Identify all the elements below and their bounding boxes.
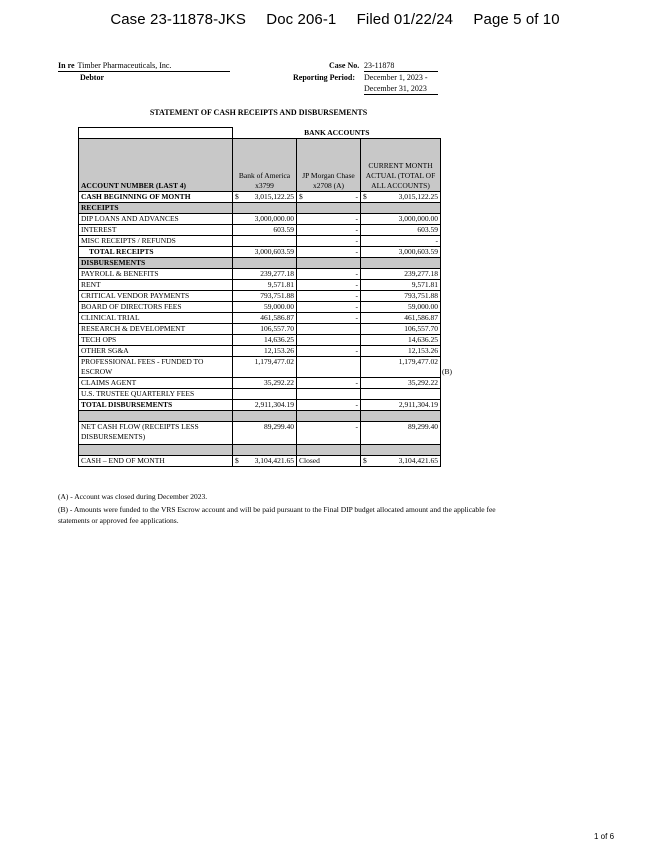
in-re-line bbox=[58, 61, 230, 72]
cell-jpm: - bbox=[297, 269, 361, 280]
row-label: PAYROLL & BENEFITS bbox=[79, 269, 233, 280]
footnotes bbox=[58, 491, 518, 528]
cell-boa: 461,586.87 bbox=[233, 313, 297, 324]
in-re-label: In re bbox=[58, 61, 75, 70]
professional-fees-note: (B) bbox=[442, 367, 452, 376]
total-receipts-row bbox=[79, 247, 441, 258]
cash-statement-table bbox=[78, 127, 441, 467]
row-label: CRITICAL VENDOR PAYMENTS bbox=[79, 291, 233, 302]
cell-boa: 1,179,477.02 bbox=[233, 357, 297, 378]
cell-total: - bbox=[361, 236, 441, 247]
cell-jpm: - bbox=[297, 313, 361, 324]
cell-total: 2,911,304.19 bbox=[361, 400, 441, 411]
case-no-label: Case No. bbox=[329, 61, 360, 70]
cell-boa: 89,299.40 bbox=[233, 422, 297, 445]
col-header-total: CURRENT MONTH ACTUAL (TOTAL OF ALL ACCOUNTS) bbox=[361, 139, 441, 192]
cell-jpm: - bbox=[297, 236, 361, 247]
currency-sign: $ bbox=[235, 456, 239, 465]
cell-boa bbox=[233, 236, 297, 247]
receipts-section-row bbox=[79, 203, 441, 214]
cell-jpm bbox=[297, 335, 361, 346]
cell-boa: 12,153.26 bbox=[233, 346, 297, 357]
case-no-value: 23-11878 bbox=[364, 61, 438, 72]
cell-boa: $ 3,015,122.25 bbox=[233, 192, 297, 203]
row-label: DIP LOANS AND ADVANCES bbox=[79, 214, 233, 225]
disbursements-section-row bbox=[79, 258, 441, 269]
disbursements-label: DISBURSEMENTS bbox=[79, 258, 233, 269]
total-disbursements-row bbox=[79, 400, 441, 411]
period-line-1: December 1, 2023 - bbox=[364, 73, 428, 82]
column-header-row bbox=[79, 139, 441, 192]
cell-total: 89,299.40 bbox=[361, 422, 441, 445]
currency-sign: $ bbox=[235, 192, 239, 201]
cell-total: $ 3,104,421.65 bbox=[361, 456, 441, 467]
table-row bbox=[79, 291, 441, 302]
table-row bbox=[79, 346, 441, 357]
row-label: TECH OPS bbox=[79, 335, 233, 346]
statement-title: STATEMENT OF CASH RECEIPTS AND DISBURSEMENTS bbox=[149, 108, 368, 117]
table-row bbox=[79, 313, 441, 324]
us-trustee-row bbox=[79, 389, 441, 400]
row-label: CASH – END OF MONTH bbox=[79, 456, 233, 467]
cell-total bbox=[361, 389, 441, 400]
cell-total: 35,292.22 bbox=[361, 378, 441, 389]
debtor-name: Timber Pharmaceuticals, Inc. bbox=[77, 61, 172, 70]
account-number-header: ACCOUNT NUMBER (LAST 4) bbox=[79, 139, 233, 192]
cell-jpm: - bbox=[297, 400, 361, 411]
cell-boa: 9,571.81 bbox=[233, 280, 297, 291]
row-label: U.S. TRUSTEE QUARTERLY FEES bbox=[79, 389, 233, 400]
cell-total: 12,153.26 bbox=[361, 346, 441, 357]
cell-boa: 239,277.18 bbox=[233, 269, 297, 280]
cell-jpm: - bbox=[297, 302, 361, 313]
row-label: RENT bbox=[79, 280, 233, 291]
page-footer: 1 of 6 bbox=[594, 832, 615, 841]
cash-beginning-row bbox=[79, 192, 441, 203]
cell-boa: 3,000,000.00 bbox=[233, 214, 297, 225]
cell-total: 603.59 bbox=[361, 225, 441, 236]
table-row bbox=[79, 269, 441, 280]
stamp-page: Page 5 of 10 bbox=[473, 11, 560, 28]
bank-accounts-header-row bbox=[79, 128, 441, 139]
footnote-b: (B) - Amounts were funded to the VRS Escrow account and will be paid pursuant to the Final DIP budget allocated amount and the applicable fee statements or approved fee applications. bbox=[58, 505, 496, 525]
cell-boa: 2,911,304.19 bbox=[233, 400, 297, 411]
row-label: PROFESSIONAL FEES - FUNDED TO ESCROW bbox=[79, 357, 233, 378]
debtor-label: Debtor bbox=[80, 73, 104, 82]
cell-boa: 14,636.25 bbox=[233, 335, 297, 346]
cell-jpm: - bbox=[297, 422, 361, 445]
cell-boa: 793,751.88 bbox=[233, 291, 297, 302]
spacer-row bbox=[79, 411, 441, 422]
cell-total: 239,277.18 bbox=[361, 269, 441, 280]
court-filing-stamp bbox=[0, 11, 670, 28]
stamp-case: Case 23-11878-JKS bbox=[110, 11, 246, 28]
row-label: BOARD OF DIRECTORS FEES bbox=[79, 302, 233, 313]
row-label: CASH BEGINNING OF MONTH bbox=[79, 192, 233, 203]
cell-total: 793,751.88 bbox=[361, 291, 441, 302]
cell-jpm bbox=[297, 357, 361, 378]
currency-sign: $ bbox=[363, 192, 367, 201]
cell-jpm: - bbox=[297, 378, 361, 389]
stamp-filed: Filed 01/22/24 bbox=[356, 11, 454, 28]
cell-boa: 3,000,603.59 bbox=[233, 247, 297, 258]
col-header-boa: Bank of America x3799 bbox=[233, 139, 297, 192]
period-line-2: December 31, 2023 bbox=[364, 84, 427, 93]
row-label: TOTAL RECEIPTS bbox=[79, 247, 233, 258]
cell-boa bbox=[233, 389, 297, 400]
cell-boa: 603.59 bbox=[233, 225, 297, 236]
row-label: CLINICAL TRIAL bbox=[79, 313, 233, 324]
row-label: MISC RECEIPTS / REFUNDS bbox=[79, 236, 233, 247]
row-label: INTEREST bbox=[79, 225, 233, 236]
col-header-jpm: JP Morgan Chase x2708 (A) bbox=[297, 139, 361, 192]
cell-total: 3,000,000.00 bbox=[361, 214, 441, 225]
cell-boa: 35,292.22 bbox=[233, 378, 297, 389]
row-label: OTHER SG&A bbox=[79, 346, 233, 357]
cell-jpm: - bbox=[297, 214, 361, 225]
cell-total: $ 3,015,122.25 bbox=[361, 192, 441, 203]
cell-total: 106,557.70 bbox=[361, 324, 441, 335]
cash-end-row bbox=[79, 456, 441, 467]
table-row bbox=[79, 225, 441, 236]
cell-boa: 59,000.00 bbox=[233, 302, 297, 313]
row-label: RESEARCH & DEVELOPMENT bbox=[79, 324, 233, 335]
cell-jpm: - bbox=[297, 225, 361, 236]
table-row bbox=[79, 302, 441, 313]
table-row bbox=[79, 335, 441, 346]
row-label: NET CASH FLOW (RECEIPTS LESS DISBURSEMENTS) bbox=[79, 422, 233, 445]
claims-agent-row bbox=[79, 378, 441, 389]
currency-sign: $ bbox=[299, 192, 303, 201]
cell-total: 9,571.81 bbox=[361, 280, 441, 291]
footnote-a: (A) - Account was closed during December 2023. bbox=[58, 492, 208, 501]
cell-jpm: $ - bbox=[297, 192, 361, 203]
row-label: TOTAL DISBURSEMENTS bbox=[79, 400, 233, 411]
reporting-period-value bbox=[364, 72, 438, 95]
spacer-row bbox=[79, 445, 441, 456]
cell-total: 3,000,603.59 bbox=[361, 247, 441, 258]
cell-jpm: - bbox=[297, 346, 361, 357]
currency-sign: $ bbox=[363, 456, 367, 465]
cell-jpm: Closed bbox=[297, 456, 361, 467]
cell-jpm bbox=[297, 324, 361, 335]
reporting-period-label: Reporting Period: bbox=[293, 73, 355, 82]
cell-boa: 106,557.70 bbox=[233, 324, 297, 335]
cell-jpm: - bbox=[297, 247, 361, 258]
row-label: CLAIMS AGENT bbox=[79, 378, 233, 389]
net-cash-flow-row bbox=[79, 422, 441, 445]
receipts-label: RECEIPTS bbox=[79, 203, 233, 214]
table-row bbox=[79, 214, 441, 225]
cell-jpm: - bbox=[297, 280, 361, 291]
stamp-doc: Doc 206-1 bbox=[266, 11, 337, 28]
cell-total: 461,586.87 bbox=[361, 313, 441, 324]
blank-header-cell bbox=[79, 128, 233, 139]
cell-jpm bbox=[297, 389, 361, 400]
cell-jpm: - bbox=[297, 291, 361, 302]
cell-total: 1,179,477.02 bbox=[361, 357, 441, 378]
table-row bbox=[79, 280, 441, 291]
table-row bbox=[79, 236, 441, 247]
bank-accounts-label: BANK ACCOUNTS bbox=[233, 128, 441, 139]
cell-boa: $ 3,104,421.65 bbox=[233, 456, 297, 467]
cell-total: 59,000.00 bbox=[361, 302, 441, 313]
professional-fees-row bbox=[79, 357, 441, 378]
cell-total: 14,636.25 bbox=[361, 335, 441, 346]
table-row bbox=[79, 324, 441, 335]
